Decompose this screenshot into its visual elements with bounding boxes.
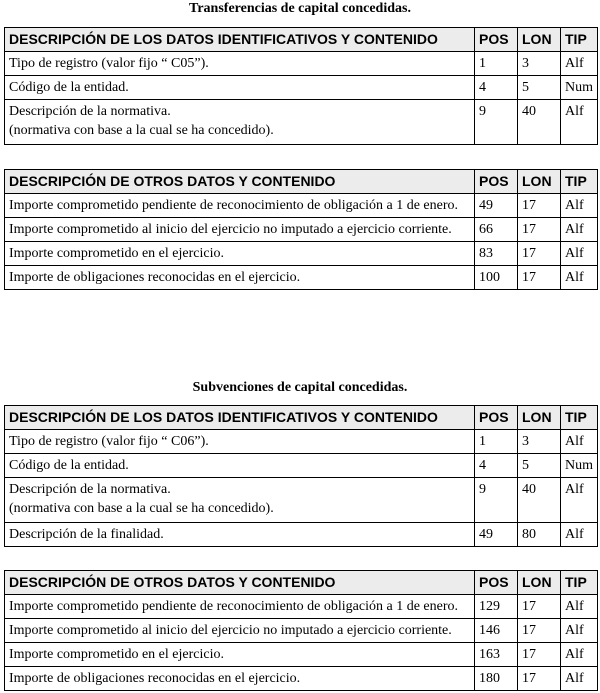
column-header-descripcion: DESCRIPCIÓN DE OTROS DATOS Y CONTENIDO — [5, 571, 475, 595]
cell-descripcion — [5, 643, 475, 667]
cell-pos: 146 — [475, 619, 518, 643]
cell-descripcion — [5, 52, 475, 76]
cell-tip: Alf — [561, 523, 598, 547]
section-title: Transferencias de capital concedidas. — [189, 1, 411, 16]
cell-lon: 17 — [518, 266, 561, 290]
column-header-tip: TIP — [561, 170, 598, 194]
description-line: Importe comprometido pendiente de reconocimiento de obligación a 1 de enero. — [9, 198, 459, 213]
cell-descripcion — [5, 478, 475, 523]
cell-lon: 17 — [518, 595, 561, 619]
description-line: Importe comprometido en el ejercicio. — [9, 647, 224, 662]
column-header-pos: POS — [475, 28, 518, 52]
table-header-row — [5, 28, 598, 52]
cell-lon: 80 — [518, 523, 561, 547]
cell-tip: Alf — [561, 619, 598, 643]
identificativos-table — [4, 405, 598, 547]
cell-lon: 17 — [518, 619, 561, 643]
cell-tip: Alf — [561, 667, 598, 691]
table-header-row — [5, 571, 598, 595]
cell-tip: Alf — [561, 52, 598, 76]
description-line: Código de la entidad. — [9, 80, 129, 95]
column-header-pos: POS — [475, 406, 518, 430]
table-row — [5, 643, 598, 667]
cell-descripcion — [5, 667, 475, 691]
table-row — [5, 619, 598, 643]
cell-lon: 17 — [518, 194, 561, 218]
cell-tip: Alf — [561, 218, 598, 242]
cell-lon: 40 — [518, 478, 561, 523]
cell-lon: 17 — [518, 643, 561, 667]
column-header-pos: POS — [475, 571, 518, 595]
description-line: Importe comprometido en el ejercicio. — [9, 246, 224, 261]
table-header-row — [5, 170, 598, 194]
cell-tip: Alf — [561, 478, 598, 523]
description-line: Descripción de la finalidad. — [9, 527, 164, 542]
table-header-row — [5, 406, 598, 430]
cell-descripcion — [5, 194, 475, 218]
description-line: Importe de obligaciones reconocidas en el ejercicio. — [9, 270, 301, 285]
table-row — [5, 595, 598, 619]
column-header-lon: LON — [518, 28, 561, 52]
cell-tip: Alf — [561, 194, 598, 218]
cell-lon: 5 — [518, 76, 561, 100]
description-line: Tipo de registro (valor fijo “ C05”). — [9, 56, 209, 71]
column-header-lon: LON — [518, 170, 561, 194]
cell-descripcion — [5, 454, 475, 478]
cell-tip: Alf — [561, 430, 598, 454]
cell-descripcion — [5, 76, 475, 100]
column-header-tip: TIP — [561, 571, 598, 595]
description-line: Importe de obligaciones reconocidas en el ejercicio. — [9, 671, 301, 686]
description-line: Descripción de la normativa. — [9, 104, 171, 119]
column-header-tip: TIP — [561, 28, 598, 52]
cell-lon: 17 — [518, 667, 561, 691]
cell-pos: 9 — [475, 478, 518, 523]
description-line: Descripción de la normativa. — [9, 482, 171, 497]
column-header-descripcion: DESCRIPCIÓN DE LOS DATOS IDENTIFICATIVOS Y CONTENIDO — [5, 406, 475, 430]
cell-tip: Alf — [561, 100, 598, 145]
description-line: Importe comprometido pendiente de reconocimiento de obligación a 1 de enero. — [9, 599, 459, 614]
cell-descripcion — [5, 218, 475, 242]
cell-tip: Num — [561, 76, 598, 100]
otros-datos-table — [4, 169, 598, 290]
table-row — [5, 266, 598, 290]
cell-tip: Alf — [561, 643, 598, 667]
cell-pos: 83 — [475, 242, 518, 266]
cell-descripcion — [5, 523, 475, 547]
cell-pos: 9 — [475, 100, 518, 145]
cell-pos: 180 — [475, 667, 518, 691]
cell-lon: 40 — [518, 100, 561, 145]
column-header-descripcion: DESCRIPCIÓN DE LOS DATOS IDENTIFICATIVOS Y CONTENIDO — [5, 28, 475, 52]
column-header-lon: LON — [518, 571, 561, 595]
cell-lon: 17 — [518, 242, 561, 266]
section-title: Subvenciones de capital concedidas. — [192, 380, 408, 395]
cell-pos: 129 — [475, 595, 518, 619]
cell-pos: 1 — [475, 52, 518, 76]
cell-tip: Num — [561, 454, 598, 478]
table-row — [5, 218, 598, 242]
cell-descripcion — [5, 430, 475, 454]
cell-pos: 1 — [475, 430, 518, 454]
cell-pos: 100 — [475, 266, 518, 290]
cell-tip: Alf — [561, 595, 598, 619]
otros-datos-table — [4, 570, 598, 691]
cell-pos: 49 — [475, 194, 518, 218]
table-row — [5, 430, 598, 454]
column-header-descripcion: DESCRIPCIÓN DE OTROS DATOS Y CONTENIDO — [5, 170, 475, 194]
cell-lon: 3 — [518, 430, 561, 454]
table-row — [5, 667, 598, 691]
table-row — [5, 76, 598, 100]
cell-descripcion — [5, 266, 475, 290]
cell-pos: 66 — [475, 218, 518, 242]
cell-tip: Alf — [561, 242, 598, 266]
cell-pos: 4 — [475, 76, 518, 100]
description-line: Código de la entidad. — [9, 458, 129, 473]
table-row — [5, 194, 598, 218]
table-row — [5, 52, 598, 76]
cell-tip: Alf — [561, 266, 598, 290]
cell-lon: 5 — [518, 454, 561, 478]
description-line: Tipo de registro (valor fijo “ C06”). — [9, 434, 209, 449]
column-header-tip: TIP — [561, 406, 598, 430]
cell-lon: 3 — [518, 52, 561, 76]
cell-pos: 163 — [475, 643, 518, 667]
table-row — [5, 478, 598, 523]
cell-lon: 17 — [518, 218, 561, 242]
description-line: (normativa con base a la cual se ha concedido). — [9, 501, 274, 516]
cell-descripcion — [5, 100, 475, 145]
column-header-lon: LON — [518, 406, 561, 430]
cell-pos: 49 — [475, 523, 518, 547]
cell-descripcion — [5, 242, 475, 266]
table-row — [5, 523, 598, 547]
column-header-pos: POS — [475, 170, 518, 194]
cell-descripcion — [5, 595, 475, 619]
cell-pos: 4 — [475, 454, 518, 478]
table-row — [5, 100, 598, 145]
table-row — [5, 454, 598, 478]
cell-descripcion — [5, 619, 475, 643]
description-line: Importe comprometido al inicio del ejercicio no imputado a ejercicio corriente. — [9, 623, 452, 638]
description-line: (normativa con base a la cual se ha concedido). — [9, 123, 274, 138]
table-row — [5, 242, 598, 266]
description-line: Importe comprometido al inicio del ejercicio no imputado a ejercicio corriente. — [9, 222, 452, 237]
identificativos-table — [4, 27, 598, 145]
